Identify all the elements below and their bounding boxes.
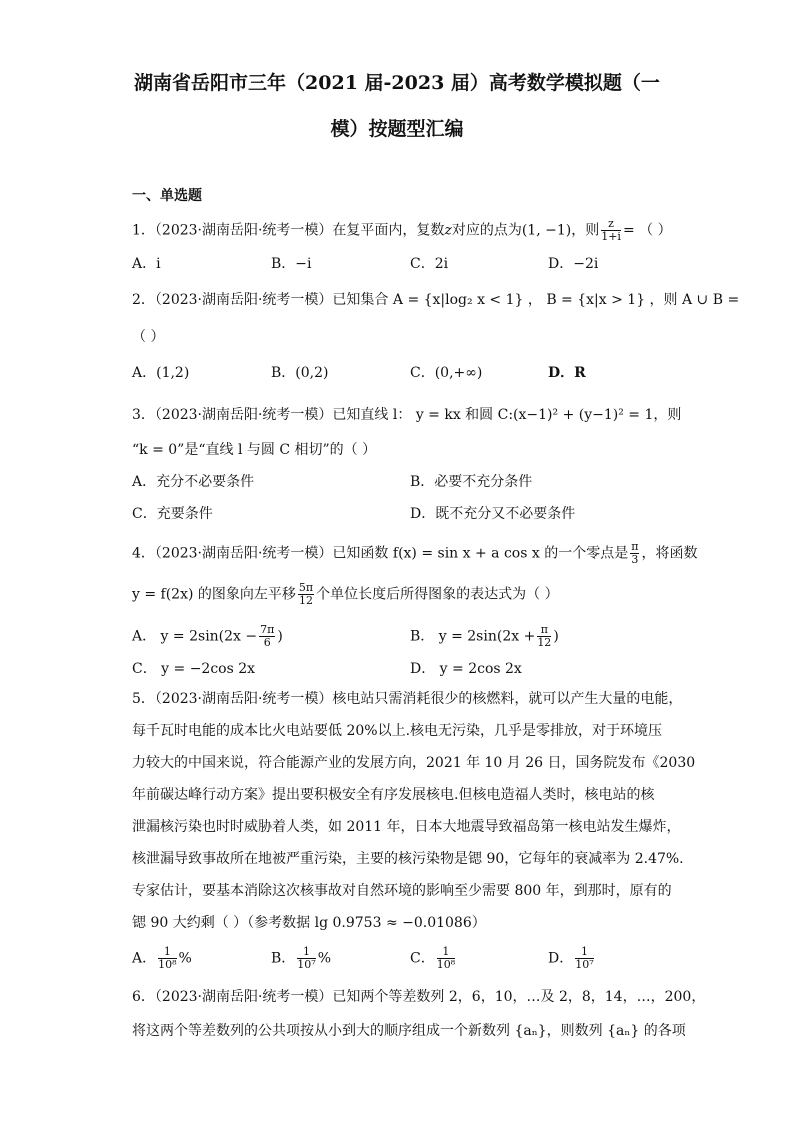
q4-opt-b-fraction <box>537 624 551 649</box>
question-5-line-8: 锶 90 大约剩（ ）（参考数据 lg 0.9753 ≈ −0.01086） <box>132 915 486 931</box>
q2-option-b: B．(0,2) <box>271 365 329 381</box>
document-title-line-1: 湖南省岳阳市三年（2021 届-2023 届）高考数学模拟题（一 <box>134 72 660 94</box>
q1-frac-num: z <box>601 218 621 231</box>
question-3-stem-line-2: “k = 0”是“直线 l 与圆 C 相切”的（ ） <box>132 442 377 458</box>
q5-option-c <box>410 946 457 971</box>
q1-stem-part-b: 对应的点为(1, −1)，则 <box>451 222 600 239</box>
q4-option-d: D． y = 2cos 2x <box>410 661 522 677</box>
q5-opt-b-num: 1 <box>297 946 315 959</box>
q1-stem-part-a: 1．（2023·湖南岳阳·统考一模）在复平面内，复数 <box>132 222 445 239</box>
q4-frac2-den: 12 <box>299 594 314 607</box>
q5-opt-b-fraction <box>297 946 315 971</box>
q4-fraction-shift <box>298 582 314 607</box>
q5-opt-b-label: B． <box>271 950 296 967</box>
section-heading: 一、单选题 <box>132 188 202 204</box>
q4-stem-1a: 4．（2023·湖南岳阳·统考一模）已知函数 f(x) = sin x + a cos x 的一个零点是 <box>132 545 629 562</box>
question-2-answer-paren: （ ） <box>132 329 165 345</box>
q4-stem-1b: ，将函数 <box>641 545 698 562</box>
q4-frac1-den: 3 <box>631 553 639 566</box>
q4-opt-a-num: 7π <box>260 623 275 636</box>
q5-opt-d-label: D． <box>548 950 574 967</box>
q1-option-a: A．i <box>132 256 161 272</box>
q4-fraction-zero <box>630 541 639 566</box>
question-6-line-1: 6．（2023·湖南岳阳·统考一模）已知两个等差数列 2，6，10，…及 2，8，14，…，200， <box>132 989 706 1005</box>
q5-opt-b-suffix: % <box>317 950 332 967</box>
q4-stem-2b: 个单位长度后所得图象的表达式为（ ） <box>316 586 559 603</box>
question-5-line-1: 5．（2023·湖南岳阳·统考一模）核电站只需消耗很少的核燃料，就可以产生大量的电能， <box>132 691 683 707</box>
question-6-line-2: 将这两个等差数列的公共项按从小到大的顺序组成一个新数列 {aₙ}，则数列 {aₙ} 的各项 <box>132 1023 686 1039</box>
question-3-stem-line-1: 3．（2023·湖南岳阳·统考一模）已知直线 l： y = kx 和圆 C:(x−1)² + (y−1)² = 1，则 <box>132 407 682 423</box>
q2-option-c: C．(0,+∞) <box>410 365 483 381</box>
q4-option-c: C． y = −2cos 2x <box>132 661 256 677</box>
q5-opt-c-num: 1 <box>437 946 455 959</box>
q1-frac-den: 1+i <box>601 230 621 243</box>
question-4-stem-line-2 <box>132 582 559 607</box>
q4-opt-b-den: 12 <box>537 636 552 649</box>
q3-option-c: C．充要条件 <box>132 506 213 522</box>
q4-opt-b-num: π <box>537 624 551 637</box>
question-5-line-7: 专家估计，要基本消除这次核事故对自然环境的影响至少需要 800 年，到那时，原有的 <box>132 883 672 899</box>
question-5-line-3: 力较大的中国来说，符合能源产业的发展方向，2021 年 10 月 26 日，国务院发布《2030 <box>132 755 696 771</box>
question-1-stem <box>132 218 672 243</box>
q4-frac2-num: 5π <box>298 581 314 594</box>
q1-stem-part-c: = （ ） <box>622 222 672 239</box>
q4-opt-a-fraction <box>259 624 275 649</box>
q2-option-d: D．R <box>548 365 586 381</box>
q3-option-a: A．充分不必要条件 <box>132 474 255 490</box>
q4-stem-2a: y = f(2x) 的图象向左平移 <box>132 586 296 603</box>
q5-opt-c-den: 10⁸ <box>436 958 456 971</box>
document-title-line-2: 模）按题型汇编 <box>330 118 464 140</box>
q5-opt-a-label: A． <box>132 950 157 967</box>
q5-opt-d-num: 1 <box>575 946 593 959</box>
q5-option-a <box>132 946 192 971</box>
q4-opt-b-pre: B． y = 2sin(2x + <box>410 628 536 645</box>
q4-opt-a-den: 6 <box>263 636 271 649</box>
q4-opt-a-pre: A． y = 2sin(2x − <box>132 628 258 645</box>
q5-opt-a-suffix: % <box>178 950 192 967</box>
q5-opt-a-den: 10⁸ <box>158 958 177 971</box>
q1-var-z: z <box>444 222 452 239</box>
q5-opt-d-den: 10⁷ <box>575 958 594 971</box>
question-5-line-6: 核泄漏导致事故所在地被严重污染，主要的核污染物是锶 90，它每年的衰减率为 2.47%. <box>132 851 684 867</box>
question-5-line-2: 每千瓦时电能的成本比火电站要低 20%以上.核电无污染，几乎是零排放，对于环境压 <box>132 723 663 739</box>
q5-opt-c-label: C． <box>410 950 435 967</box>
q5-opt-c-fraction <box>437 946 455 971</box>
q4-opt-b-close: ) <box>553 628 559 645</box>
question-5-line-5: 泄漏核污染也时时威胁着人类，如 2011 年，日本大地震导致福岛第一核电站发生爆炸， <box>132 819 681 835</box>
q4-opt-a-close: ) <box>277 628 283 645</box>
q3-option-d: D．既不充分又不必要条件 <box>410 506 576 522</box>
question-4-stem-line-1 <box>132 541 697 566</box>
q1-option-c: C．2i <box>410 256 449 272</box>
q4-frac1-num: π <box>631 540 639 553</box>
q3-option-b: B．必要不充分条件 <box>410 474 533 490</box>
q5-option-d <box>548 946 596 971</box>
q1-option-d: D．−2i <box>548 256 599 272</box>
q2-option-a: A．(1,2) <box>132 365 190 381</box>
q1-option-b: B．−i <box>271 256 312 272</box>
q5-opt-d-fraction <box>575 946 593 971</box>
q5-opt-b-den: 10⁷ <box>297 958 316 971</box>
question-2-stem: 2．（2023·湖南岳阳·统考一模）已知集合 A = {x|log₂ x < 1} ， B = {x|x > 1} ，则 A ∪ B = <box>132 292 740 308</box>
q4-option-a <box>132 624 283 649</box>
q1-fraction <box>601 218 621 243</box>
q5-opt-a-fraction <box>158 946 176 971</box>
question-5-line-4: 年前碳达峰行动方案》提出要积极安全有序发展核电.但核电造福人类时，核电站的核 <box>132 787 655 803</box>
q4-option-b <box>410 624 559 649</box>
q5-option-b <box>271 946 331 971</box>
q5-opt-a-num: 1 <box>158 946 176 959</box>
